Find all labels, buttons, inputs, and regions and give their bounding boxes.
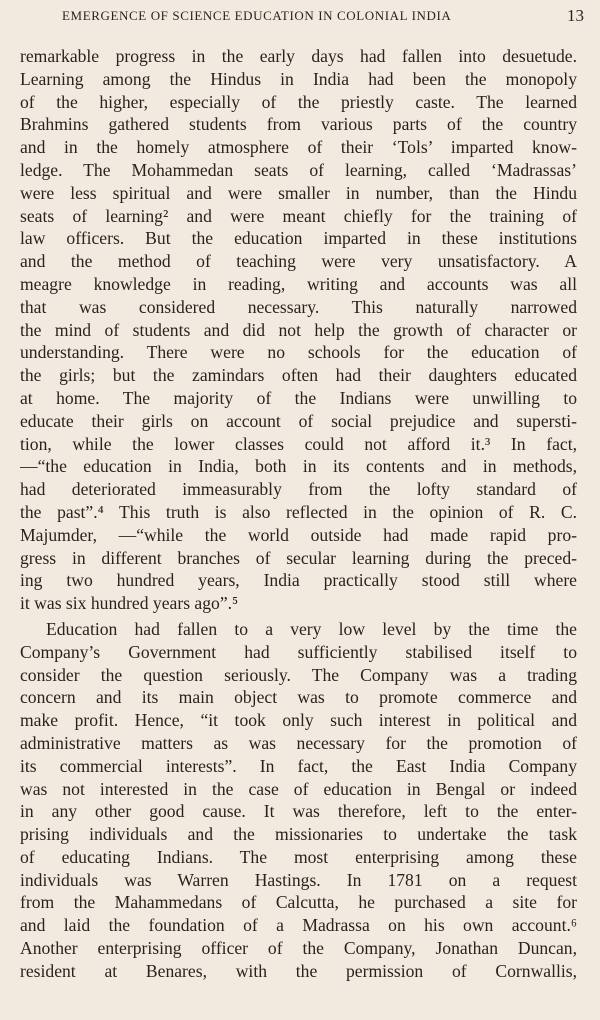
text-line: it was six hundred years ago”.⁵ bbox=[20, 593, 239, 614]
text-line: was not interested in the case of education in Bengal or indeed bbox=[20, 778, 577, 799]
text-line: Education had fallen to a very low level by the time the bbox=[46, 618, 577, 639]
text-line: —“the education in India, both in its contents and in methods, bbox=[20, 456, 577, 477]
text-line: educate their girls on account of social prejudice and supersti- bbox=[20, 410, 577, 431]
running-title: EMERGENCE OF SCIENCE EDUCATION IN COLONIAL INDIA bbox=[62, 8, 452, 23]
text-line: consider the question seriously. The Company was a trading bbox=[20, 664, 577, 685]
body-text bbox=[20, 45, 577, 983]
page-number: 13 bbox=[567, 6, 584, 25]
text-line: at home. The majority of the Indians were unwilling to bbox=[20, 387, 577, 408]
text-line: prising individuals and the missionaries to undertake the task bbox=[20, 824, 577, 845]
text-line: its commercial interests”. In fact, the East India Company bbox=[20, 755, 577, 776]
text-line: administrative matters as was necessary for the promotion of bbox=[20, 732, 577, 753]
text-line: remarkable progress in the early days had fallen into desuetude. bbox=[20, 46, 577, 66]
text-line: of educating Indians. The most enterprising among these bbox=[20, 846, 577, 867]
text-line: that was considered necessary. This naturally narrowed bbox=[20, 296, 577, 317]
text-line: concern and its main object was to promote commerce and bbox=[20, 687, 577, 708]
text-line: Brahmins gathered students from various parts of the country bbox=[20, 114, 577, 135]
text-line: tion, while the lower classes could not afford it.³ In fact, bbox=[20, 433, 577, 454]
text-line: of the higher, especially of the priestly caste. The learned bbox=[20, 91, 577, 112]
text-line: ledge. The Mohammedan seats of learning, called ‘Madrassas’ bbox=[20, 159, 577, 180]
text-line: and laid the foundation of a Madrassa on his own account.⁶ bbox=[20, 915, 577, 936]
text-line: meagre knowledge in reading, writing and accounts was all bbox=[20, 273, 577, 294]
text-line: and the method of teaching were very unsatisfactory. A bbox=[20, 251, 577, 272]
paragraph-1 bbox=[20, 45, 577, 615]
text-line: law officers. But the education imparted in these institutions bbox=[20, 228, 577, 249]
text-line: Learning among the Hindus in India had been the monopoly bbox=[20, 68, 577, 89]
text-line: ing two hundred years, India practically stood still where bbox=[20, 570, 577, 591]
text-line: and in the homely atmosphere of their ‘Tols’ imparted know- bbox=[20, 137, 577, 158]
text-line: Majumder, —“while the world outside had made rapid pro- bbox=[20, 524, 577, 545]
text-line: Company’s Government had sufficiently stabilised itself to bbox=[20, 641, 577, 662]
text-line: resident at Benares, with the permission of Cornwallis, bbox=[20, 960, 577, 981]
text-line: the mind of students and did not help the growth of character or bbox=[20, 319, 577, 340]
text-line: in any other good cause. It was therefore, left to the enter- bbox=[20, 801, 577, 822]
text-line: were less spiritual and were smaller in number, than the Hindu bbox=[20, 182, 577, 203]
text-line: from the Mahammedans of Calcutta, he purchased a site for bbox=[20, 892, 577, 913]
running-header bbox=[48, 6, 584, 26]
text-line: Another enterprising officer of the Company, Jonathan Duncan, bbox=[20, 938, 577, 959]
text-line: the girls; but the zamindars often had their daughters educated bbox=[20, 365, 577, 386]
text-line: had deteriorated immeasurably from the lofty standard of bbox=[20, 479, 577, 500]
text-line: understanding. There were no schools for the education of bbox=[20, 342, 577, 363]
text-line: the past”.⁴ This truth is also reflected in the opinion of R. C. bbox=[20, 501, 577, 522]
text-line: gress in different branches of secular learning during the preced- bbox=[20, 547, 577, 568]
text-line: make profit. Hence, “it took only such interest in political and bbox=[20, 710, 577, 731]
text-line: individuals was Warren Hastings. In 1781 on a request bbox=[20, 869, 577, 890]
paragraph-2 bbox=[20, 618, 577, 983]
text-line: seats of learning² and were meant chiefly for the training of bbox=[20, 205, 577, 226]
